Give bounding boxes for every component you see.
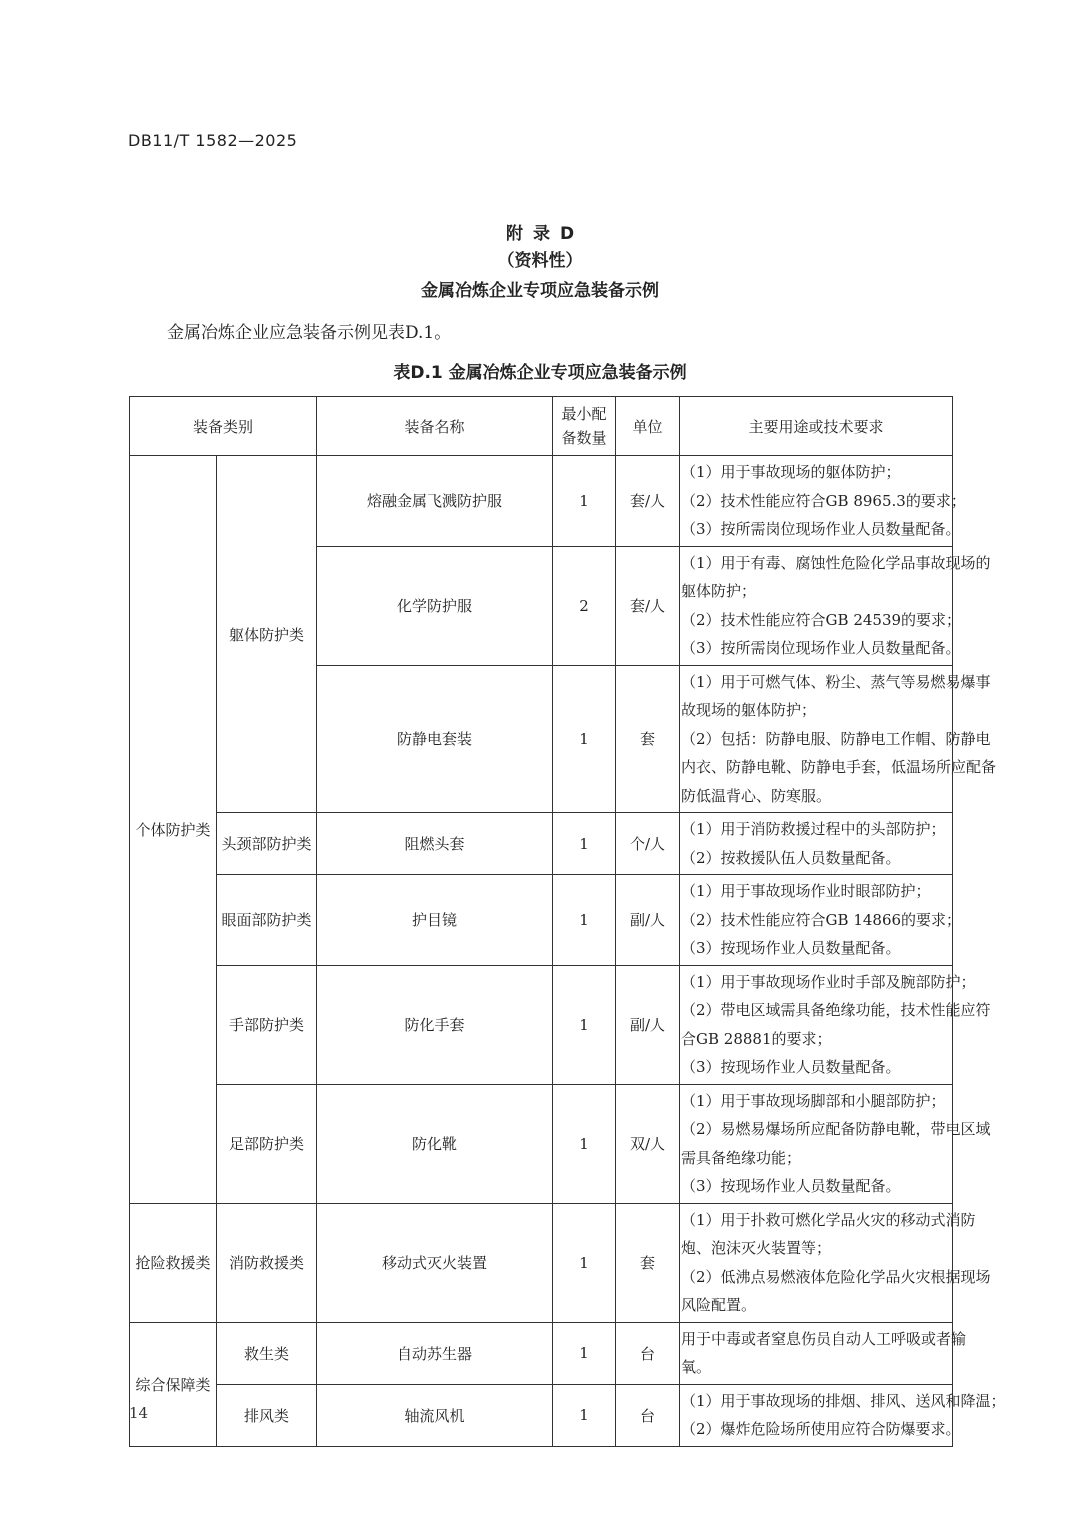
group-support: 综合保障类 bbox=[130, 1322, 217, 1446]
sub-eye-face-protection: 眼面部防护类 bbox=[217, 875, 317, 966]
equipment-requirement: （1）用于可燃气体、粉尘、蒸气等易燃易爆事 故现场的躯体防护； （2）包括：防静电服、防静电工作帽、防静电 内衣、防静电靴、防静电手套，低温场所应配备 防低温背心、防寒服。 bbox=[680, 665, 953, 813]
equipment-name: 防化靴 bbox=[317, 1084, 553, 1203]
equipment-requirement: （1）用于事故现场作业时眼部防护； （2）技术性能应符合GB 14866的要求； （3）按现场作业人员数量配备。 bbox=[680, 875, 953, 966]
table-row bbox=[130, 1203, 953, 1322]
table-row bbox=[130, 813, 953, 875]
sub-fire-rescue: 消防救援类 bbox=[217, 1203, 317, 1322]
equipment-qty: 1 bbox=[553, 665, 616, 813]
equipment-unit: 套 bbox=[616, 1203, 680, 1322]
equipment-unit: 双/人 bbox=[616, 1084, 680, 1203]
intro-paragraph: 金属冶炼企业应急装备示例见表D.1。 bbox=[167, 323, 452, 343]
equipment-name: 阻燃头套 bbox=[317, 813, 553, 875]
sub-hand-protection: 手部防护类 bbox=[217, 965, 317, 1084]
header-category: 装备类别 bbox=[130, 397, 317, 456]
equipment-unit: 套/人 bbox=[616, 456, 680, 547]
equipment-unit: 套 bbox=[616, 665, 680, 813]
equipment-qty: 1 bbox=[553, 1084, 616, 1203]
appendix-title: 附录D bbox=[505, 224, 575, 244]
equipment-requirement: （1）用于消防救援过程中的头部防护； （2）按救援队伍人员数量配备。 bbox=[680, 813, 953, 875]
equipment-qty: 1 bbox=[553, 965, 616, 1084]
equipment-unit: 套/人 bbox=[616, 546, 680, 665]
sub-body-protection: 躯体防护类 bbox=[217, 456, 317, 813]
equipment-qty: 1 bbox=[553, 813, 616, 875]
header-name: 装备名称 bbox=[317, 397, 553, 456]
equipment-name: 化学防护服 bbox=[317, 546, 553, 665]
equipment-qty: 1 bbox=[553, 875, 616, 966]
table-row bbox=[130, 965, 953, 1084]
equipment-requirement: 用于中毒或者窒息伤员自动人工呼吸或者输 氧。 bbox=[680, 1322, 953, 1384]
equipment-table bbox=[129, 396, 1006, 1447]
header-requirement: 主要用途或技术要求 bbox=[680, 397, 953, 456]
equipment-requirement: （1）用于事故现场的排烟、排风、送风和降温； （2）爆炸危险场所使用应符合防爆要求。 bbox=[680, 1384, 953, 1446]
equipment-name: 熔融金属飞溅防护服 bbox=[317, 456, 553, 547]
equipment-qty: 2 bbox=[553, 546, 616, 665]
table-row bbox=[130, 1084, 953, 1203]
table-caption: 表D.1 金属冶炼企业专项应急装备示例 bbox=[393, 363, 687, 383]
equipment-unit: 副/人 bbox=[616, 875, 680, 966]
equipment-qty: 1 bbox=[553, 1384, 616, 1446]
equipment-name: 移动式灭火装置 bbox=[317, 1203, 553, 1322]
table-row bbox=[130, 1384, 953, 1446]
equipment-qty: 1 bbox=[553, 1203, 616, 1322]
equipment-requirement: （1）用于事故现场的躯体防护； （2）技术性能应符合GB 8965.3的要求； （3）按所需岗位现场作业人员数量配备。 bbox=[680, 456, 953, 547]
equipment-qty: 1 bbox=[553, 456, 616, 547]
table-row bbox=[130, 1322, 953, 1384]
equipment-unit: 个/人 bbox=[616, 813, 680, 875]
sub-life-saving: 救生类 bbox=[217, 1322, 317, 1384]
equipment-qty: 1 bbox=[553, 1322, 616, 1384]
equipment-name: 轴流风机 bbox=[317, 1384, 553, 1446]
equipment-requirement: （1）用于扑救可燃化学品火灾的移动式消防 炮、泡沫灭火装置等； （2）低沸点易燃液体危险化学品火灾根据现场 风险配置。 bbox=[680, 1203, 953, 1322]
group-personal-protection: 个体防护类 bbox=[130, 456, 217, 1204]
page-number: 14 bbox=[129, 1404, 149, 1422]
equipment-requirement: （1）用于事故现场作业时手部及腕部防护； （2）带电区域需具备绝缘功能，技术性能应符 合GB 28881的要求； （3）按现场作业人员数量配备。 bbox=[680, 965, 953, 1084]
group-rescue: 抢险救援类 bbox=[130, 1203, 217, 1322]
equipment-name: 自动苏生器 bbox=[317, 1322, 553, 1384]
table-row bbox=[130, 875, 953, 966]
equipment-unit: 台 bbox=[616, 1384, 680, 1446]
table-header-row bbox=[130, 397, 953, 456]
sub-ventilation: 排风类 bbox=[217, 1384, 317, 1446]
sub-foot-protection: 足部防护类 bbox=[217, 1084, 317, 1203]
appendix-nature: （资料性） bbox=[497, 251, 583, 271]
table-row bbox=[130, 456, 953, 547]
equipment-requirement: （1）用于事故现场脚部和小腿部防护； （2）易燃易爆场所应配备防静电靴，带电区域 需具备绝缘功能； （3）按现场作业人员数量配备。 bbox=[680, 1084, 953, 1203]
equipment-unit: 台 bbox=[616, 1322, 680, 1384]
appendix-heading: 金属冶炼企业专项应急装备示例 bbox=[421, 281, 659, 301]
equipment-requirement: （1）用于有毒、腐蚀性危险化学品事故现场的 躯体防护； （2）技术性能应符合GB 24539的要求； （3）按所需岗位现场作业人员数量配备。 bbox=[680, 546, 953, 665]
header-unit: 单位 bbox=[616, 397, 680, 456]
equipment-unit: 副/人 bbox=[616, 965, 680, 1084]
equipment-name: 防化手套 bbox=[317, 965, 553, 1084]
sub-head-neck-protection: 头颈部防护类 bbox=[217, 813, 317, 875]
header-min-qty: 最小配 备数量 bbox=[553, 397, 616, 456]
document-code: DB11/T 1582—2025 bbox=[128, 131, 298, 150]
equipment-name: 防静电套装 bbox=[317, 665, 553, 813]
equipment-name: 护目镜 bbox=[317, 875, 553, 966]
